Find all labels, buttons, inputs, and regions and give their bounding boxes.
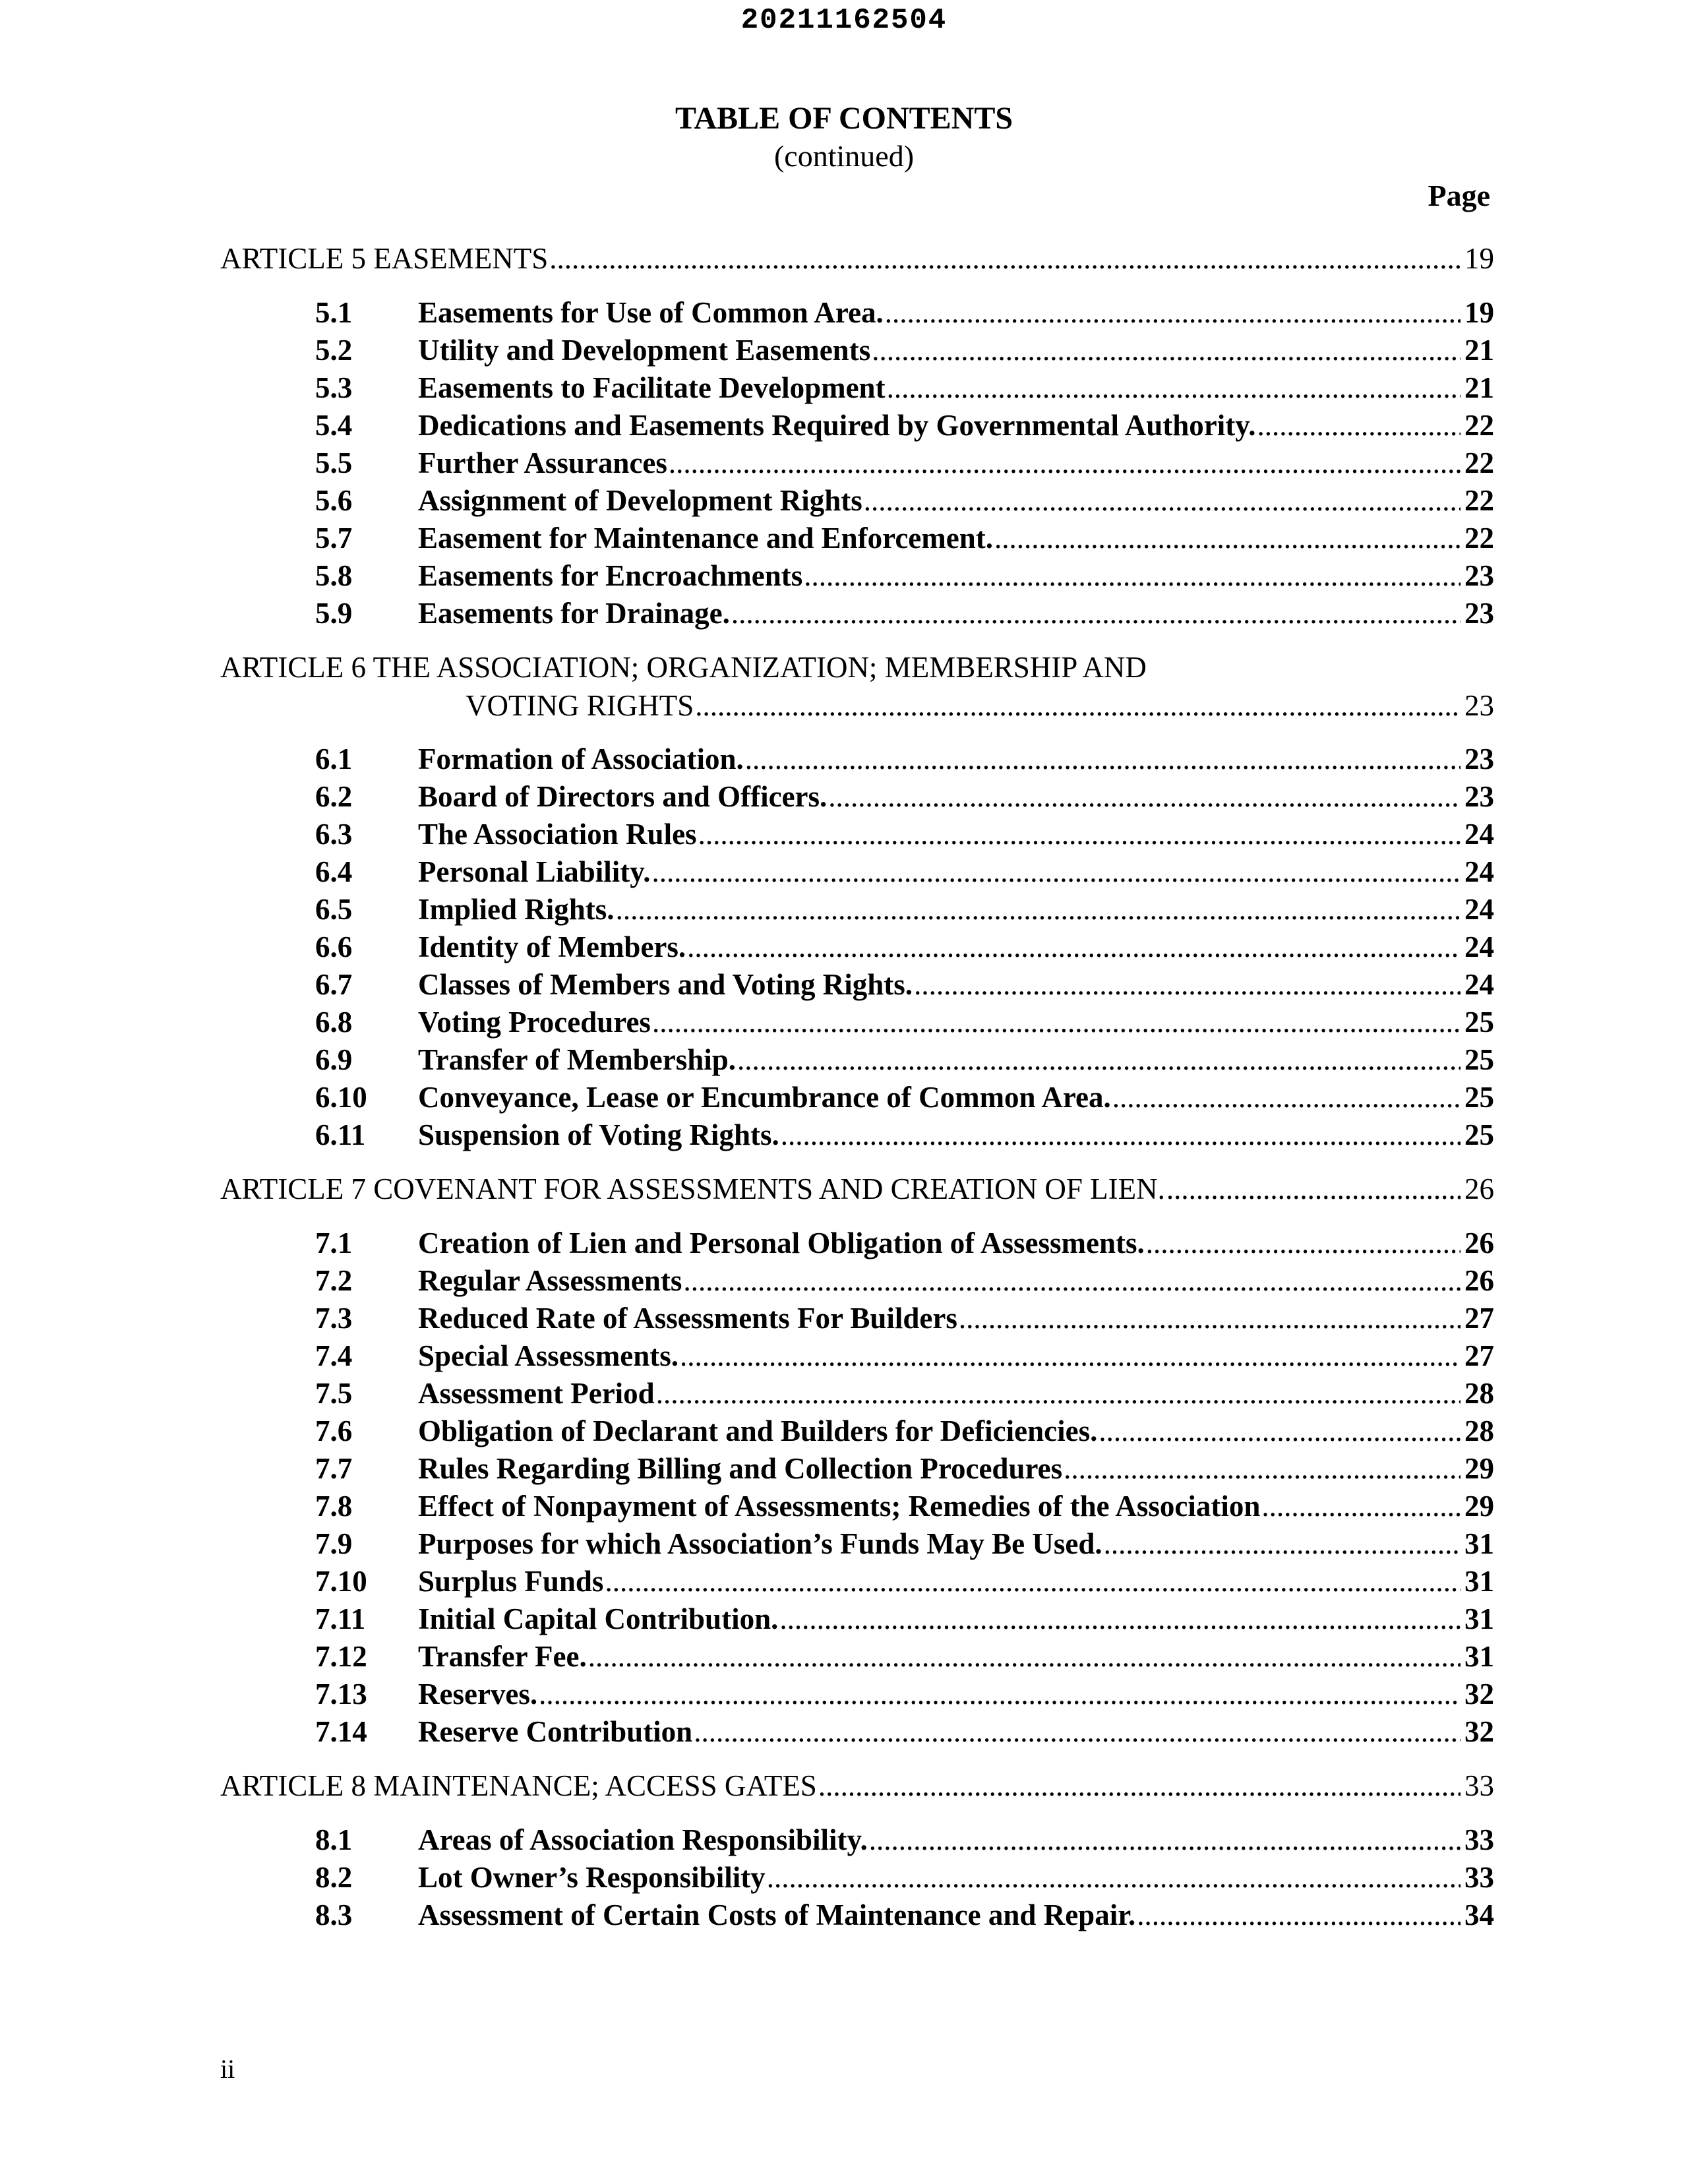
toc-section-number: 7.1 [315, 1227, 353, 1259]
toc-section-entry [315, 1525, 1494, 1563]
toc-section-entry [315, 519, 1494, 557]
toc-dot-leader [818, 1767, 1461, 1805]
toc-dot-leader [872, 331, 1461, 369]
toc-leader-line [418, 1041, 1494, 1079]
toc-section-title: Formation of Association. [418, 743, 744, 775]
toc-section-title: Areas of Association Responsibility. [418, 1823, 868, 1856]
toc-dot-leader [1137, 1896, 1461, 1934]
toc-section-number: 6.2 [315, 780, 353, 813]
toc-leader-line [418, 557, 1494, 595]
toc-leader-line [418, 1821, 1494, 1859]
toc-leader-line [418, 777, 1494, 816]
toc-page-number: 25 [1464, 1006, 1494, 1039]
toc-page-number: 32 [1464, 1678, 1494, 1711]
toc-section-number: 8.3 [315, 1898, 353, 1931]
toc-leader-line [418, 740, 1494, 778]
toc-leader-line [418, 890, 1494, 928]
toc-page-number: 27 [1464, 1339, 1494, 1372]
toc-dot-leader [680, 1337, 1461, 1375]
toc-section-title: Reserve Contribution [418, 1715, 693, 1748]
toc-article-entry [220, 1170, 1494, 1208]
toc-section-entry [315, 444, 1494, 482]
toc-section-title: Personal Liability. [418, 855, 651, 888]
toc-dot-leader [864, 481, 1461, 520]
toc-article-entry [220, 648, 1494, 725]
toc-dot-leader [914, 965, 1461, 1004]
toc-section-entry [315, 1412, 1494, 1450]
toc-leader-line [418, 406, 1494, 444]
toc-section-entry [315, 853, 1494, 891]
toc-dot-leader [731, 594, 1461, 632]
toc-dot-leader [1112, 1078, 1461, 1116]
toc-page-number: 32 [1464, 1715, 1494, 1748]
toc-section-title: Reduced Rate of Assessments For Builders [418, 1302, 957, 1335]
toc-section-entry [315, 1337, 1494, 1375]
toc-article-title: ARTICLE 8 MAINTENANCE; ACCESS GATES [220, 1769, 817, 1802]
toc-section-entry [315, 890, 1494, 928]
toc-dot-leader [1146, 1224, 1461, 1262]
toc-dot-leader [804, 557, 1461, 595]
toc-leader-line [418, 1525, 1494, 1563]
toc-section-title: Transfer Fee. [418, 1640, 587, 1673]
toc-leader-line [418, 1261, 1494, 1300]
toc-section-title: Assignment of Development Rights [418, 484, 862, 517]
toc-section-number: 5.5 [315, 446, 353, 479]
toc-section-number: 6.1 [315, 743, 353, 775]
toc-section-number: 7.13 [315, 1678, 367, 1711]
toc-leader-line [418, 1896, 1494, 1934]
toc-dot-leader [652, 1003, 1461, 1041]
toc-section-title: Easements for Encroachments [418, 559, 803, 592]
toc-section-entry [315, 1116, 1494, 1154]
toc-page-number: 34 [1464, 1898, 1494, 1931]
toc-dot-leader [549, 239, 1461, 278]
toc-section-entry [315, 740, 1494, 778]
toc-page-number: 31 [1464, 1527, 1494, 1560]
toc-dot-leader [605, 1562, 1461, 1600]
toc-article-title: ARTICLE 6 THE ASSOCIATION; ORGANIZATION; MEMBERSHIP AND [220, 651, 1147, 684]
toc-leader-line [418, 444, 1494, 482]
toc-section-number: 7.11 [315, 1602, 366, 1635]
toc-leader-line [418, 1449, 1494, 1488]
toc-section-title: Easements for Use of Common Area. [418, 296, 884, 329]
toc-section-entry [315, 1041, 1494, 1079]
toc-leader-line [220, 1170, 1494, 1208]
toc-page-number: 22 [1464, 446, 1494, 479]
toc-page-number: 24 [1464, 930, 1494, 963]
toc-leader-line [418, 1858, 1494, 1896]
toc-leader-line [418, 1116, 1494, 1154]
toc-leader-line [418, 1637, 1494, 1676]
toc-section-number: 5.3 [315, 371, 353, 404]
toc-dot-leader [1099, 1412, 1461, 1450]
toc-section-entry [315, 557, 1494, 595]
toc-section-title: Lot Owner’s Responsibility [418, 1861, 766, 1894]
toc-dot-leader [887, 369, 1461, 407]
toc-section-title: Special Assessments. [418, 1339, 679, 1372]
toc-section-number: 5.4 [315, 409, 353, 442]
toc-dot-leader [885, 293, 1461, 332]
toc-section-entry [315, 928, 1494, 966]
toc-page-number: 28 [1464, 1377, 1494, 1410]
toc-section-entry [315, 777, 1494, 816]
toc-page-number: 19 [1464, 296, 1494, 329]
toc-page-number: 25 [1464, 1043, 1494, 1076]
toc-section-entry [315, 481, 1494, 520]
toc-section-number: 6.7 [315, 968, 353, 1001]
toc-leader-line [418, 1487, 1494, 1525]
toc-section-entry [315, 965, 1494, 1004]
toc-dot-leader [779, 1600, 1461, 1638]
toc-article-entry [220, 239, 1494, 278]
toc-article-title-part: VOTING RIGHTS [466, 689, 694, 722]
toc-page-number: 25 [1464, 1118, 1494, 1151]
toc-section-number: 7.8 [315, 1490, 353, 1523]
toc-section-entry [315, 331, 1494, 369]
toc-leader-line [418, 331, 1494, 369]
toc-section-title: Dedications and Easements Required by Governmental Authority. [418, 409, 1256, 442]
toc-page-number: 22 [1464, 522, 1494, 555]
toc-section-title: Reserves. [418, 1678, 538, 1711]
toc-page-number: 21 [1464, 371, 1494, 404]
toc-page-number: 23 [1464, 743, 1494, 775]
toc-dot-leader [767, 1858, 1461, 1896]
toc-section-title: Regular Assessments [418, 1264, 682, 1297]
toc-section-number: 6.4 [315, 855, 353, 888]
toc-leader-line [418, 1337, 1494, 1375]
toc-article-title: ARTICLE 5 EASEMENTS [220, 242, 549, 275]
toc-page-number: 33 [1464, 1861, 1494, 1894]
toc-section-entry [315, 1374, 1494, 1412]
toc-section-number: 7.7 [315, 1452, 353, 1485]
toc-dot-leader [656, 1374, 1461, 1412]
toc-dot-leader [994, 519, 1461, 557]
toc-page-number: 26 [1464, 1227, 1494, 1259]
toc-section-title: Conveyance, Lease or Encumbrance of Common Area. [418, 1081, 1111, 1114]
toc-page-number: 19 [1464, 242, 1494, 275]
toc-dot-leader [781, 1116, 1461, 1154]
toc-leader-line [418, 1299, 1494, 1337]
toc-page-number: 24 [1464, 855, 1494, 888]
toc-leader-line [418, 853, 1494, 891]
toc-section-number: 6.6 [315, 930, 353, 963]
toc-page-number: 26 [1464, 1264, 1494, 1297]
toc-section-entry [315, 1562, 1494, 1600]
toc-section-title: Transfer of Membership. [418, 1043, 737, 1076]
toc-page-number: 29 [1464, 1490, 1494, 1523]
toc-section-number: 7.14 [315, 1715, 367, 1748]
toc-section-entry [315, 1078, 1494, 1116]
toc-page-number: 23 [1464, 559, 1494, 592]
toc-page-number: 22 [1464, 484, 1494, 517]
toc-section-number: 5.1 [315, 296, 353, 329]
toc-section-entry [315, 1675, 1494, 1713]
toc-section-number: 7.9 [315, 1527, 353, 1560]
toc-section-entry [315, 1713, 1494, 1751]
toc-leader-line [418, 594, 1494, 632]
toc-section-number: 5.8 [315, 559, 353, 592]
toc-dot-leader [1104, 1525, 1461, 1563]
toc-dot-leader [669, 444, 1461, 482]
toc-section-entry [315, 1821, 1494, 1859]
toc-dot-leader [1064, 1449, 1461, 1488]
toc-page-number: 22 [1464, 409, 1494, 442]
toc-page-number: 26 [1464, 1172, 1494, 1205]
toc-section-number: 7.6 [315, 1414, 353, 1447]
toc-section-title: Easements for Drainage. [418, 597, 730, 630]
toc-section-title: Effect of Nonpayment of Assessments; Remedies of the Association [418, 1490, 1261, 1523]
toc-section-number: 8.2 [315, 1861, 353, 1894]
toc-leader-line [418, 1078, 1494, 1116]
toc-page-number: 24 [1464, 893, 1494, 926]
toc-article-title-continued [220, 686, 1494, 725]
toc-section-title: Rules Regarding Billing and Collection Procedures [418, 1452, 1063, 1485]
toc-leader-line [418, 815, 1494, 853]
toc-section-entry [315, 1487, 1494, 1525]
toc-section-number: 5.9 [315, 597, 353, 630]
toc-dot-leader [652, 853, 1461, 891]
toc-section-number: 6.10 [315, 1081, 367, 1114]
toc-leader-line [418, 1562, 1494, 1600]
toc-section-number: 7.5 [315, 1377, 353, 1410]
toc-section-title: Assessment of Certain Costs of Maintenance and Repair. [418, 1898, 1136, 1931]
toc-section-number: 7.2 [315, 1264, 353, 1297]
toc-page-number: 31 [1464, 1565, 1494, 1598]
toc-section-title: Easement for Maintenance and Enforcement. [418, 522, 993, 555]
toc-dot-leader [694, 1713, 1461, 1751]
toc-page-number: 23 [1464, 597, 1494, 630]
toc-dot-leader [869, 1821, 1461, 1859]
footer-page-number: ii [220, 2054, 235, 2084]
toc-page-number: 25 [1464, 1081, 1494, 1114]
toc-page-number: 21 [1464, 334, 1494, 367]
toc-leader-line [220, 239, 1494, 278]
toc-section-entry [315, 1600, 1494, 1638]
toc-section-number: 5.7 [315, 522, 353, 555]
toc-section-entry [315, 815, 1494, 853]
toc-page-number: 23 [1464, 780, 1494, 813]
toc-section-title: Creation of Lien and Personal Obligation of Assessments. [418, 1227, 1145, 1259]
toc-dot-leader [828, 777, 1461, 816]
toc-article-title: ARTICLE 7 COVENANT FOR ASSESSMENTS AND CREATION OF LIEN. [220, 1172, 1165, 1205]
toc-section-title: Obligation of Declarant and Builders for Deficiencies. [418, 1414, 1098, 1447]
toc-section-entry [315, 1224, 1494, 1262]
toc-section-title: Easements to Facilitate Development [418, 371, 886, 404]
toc-section-title: The Association Rules [418, 818, 697, 851]
toc-section-number: 7.12 [315, 1640, 367, 1673]
toc-section-title: Assessment Period [418, 1377, 655, 1410]
toc-section-entry [315, 293, 1494, 332]
toc-subtitle: (continued) [773, 139, 915, 173]
toc-page-number: 27 [1464, 1302, 1494, 1335]
toc-section-number: 6.11 [315, 1118, 366, 1151]
toc-section-title: Suspension of Voting Rights. [418, 1118, 779, 1151]
toc-section-number: 8.1 [315, 1823, 353, 1856]
toc-title: TABLE OF CONTENTS [675, 101, 1013, 136]
toc-leader-line [418, 1600, 1494, 1638]
toc-dot-leader [745, 740, 1461, 778]
toc-section-number: 6.5 [315, 893, 353, 926]
toc-leader-line [418, 1412, 1494, 1450]
toc-section-title: Initial Capital Contribution. [418, 1602, 779, 1635]
toc-section-number: 5.2 [315, 334, 353, 367]
toc-section-number: 7.3 [315, 1302, 353, 1335]
toc-dot-leader [687, 928, 1461, 966]
document-number: 20211162504 [740, 4, 948, 37]
toc-section-title: Classes of Members and Voting Rights. [418, 968, 913, 1001]
toc-page-number: 31 [1464, 1640, 1494, 1673]
toc-section-title: Implied Rights. [418, 893, 615, 926]
toc-dot-leader [1257, 406, 1461, 444]
toc-dot-leader [616, 890, 1461, 928]
toc-section-entry [315, 1003, 1494, 1041]
toc-leader-line [418, 965, 1494, 1004]
toc-section-title: Surplus Funds [418, 1565, 604, 1598]
toc-section-number: 6.8 [315, 1006, 353, 1039]
toc-leader-line [418, 1675, 1494, 1713]
toc-section-number: 6.9 [315, 1043, 353, 1076]
toc-leader-line [466, 686, 1494, 725]
toc-dot-leader [959, 1299, 1461, 1337]
toc-section-entry [315, 1261, 1494, 1300]
toc-section-entry [315, 1449, 1494, 1488]
toc-dot-leader [1261, 1487, 1461, 1525]
toc-section-title: Board of Directors and Officers. [418, 780, 828, 813]
toc-section-entry [315, 406, 1494, 444]
toc-dot-leader [588, 1637, 1461, 1676]
toc-page-number: 24 [1464, 818, 1494, 851]
toc-dot-leader [698, 815, 1461, 853]
toc-section-title: Utility and Development Easements [418, 334, 871, 367]
toc-page-number: 24 [1464, 968, 1494, 1001]
toc-section-entry [315, 1858, 1494, 1896]
toc-section-title: Further Assurances [418, 446, 667, 479]
toc-leader-line [418, 293, 1494, 332]
toc-page-number: 33 [1464, 1823, 1494, 1856]
toc-article-entry [220, 1767, 1494, 1805]
toc-dot-leader [737, 1041, 1461, 1079]
toc-leader-line [418, 1713, 1494, 1751]
toc-page-number: 33 [1464, 1769, 1494, 1802]
toc-leader-line [418, 1224, 1494, 1262]
toc-dot-leader [695, 686, 1461, 725]
toc-page-number: 31 [1464, 1602, 1494, 1635]
toc-page-number: 23 [1464, 689, 1494, 722]
toc-leader-line [418, 928, 1494, 966]
toc-leader-line [418, 1003, 1494, 1041]
toc-page-number: 28 [1464, 1414, 1494, 1447]
toc-section-entry [315, 594, 1494, 632]
toc-section-number: 7.10 [315, 1565, 367, 1598]
toc-section-title: Identity of Members. [418, 930, 686, 963]
toc-section-number: 7.4 [315, 1339, 353, 1372]
toc-leader-line [418, 369, 1494, 407]
page-column-header: Page [1428, 179, 1490, 212]
toc-section-number: 5.6 [315, 484, 353, 517]
toc-dot-leader [683, 1261, 1461, 1300]
toc-dot-leader [539, 1675, 1461, 1713]
toc-section-number: 6.3 [315, 818, 353, 851]
toc-page-number: 29 [1464, 1452, 1494, 1485]
toc-leader-line [418, 481, 1494, 520]
toc-dot-leader [1166, 1170, 1461, 1208]
toc-section-entry [315, 369, 1494, 407]
toc-section-entry [315, 1896, 1494, 1934]
toc-section-entry [315, 1637, 1494, 1676]
toc-leader-line [418, 519, 1494, 557]
toc-leader-line [418, 1374, 1494, 1412]
toc-section-title: Purposes for which Association’s Funds May Be Used. [418, 1527, 1102, 1560]
toc-leader-line [220, 1767, 1494, 1805]
toc-section-title: Voting Procedures [418, 1006, 651, 1039]
toc-section-entry [315, 1299, 1494, 1337]
